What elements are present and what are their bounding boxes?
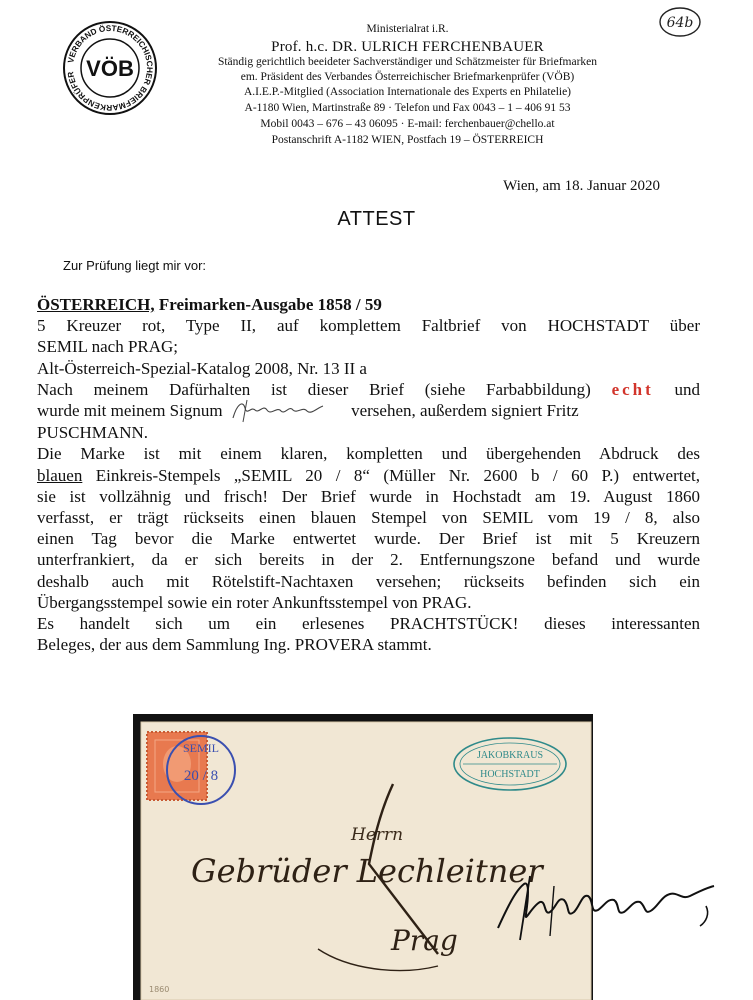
line5-post: versehen, außerdem signiert Fritz bbox=[351, 401, 579, 421]
document-title: ATTEST bbox=[337, 208, 416, 230]
pencil-note: 1860 bbox=[149, 985, 170, 994]
body-line-10: verfasst, er trägt rückseits einen blauen Stempel von SEMIL vom 19 / 8, also bbox=[37, 507, 700, 527]
body-line-6: PUSCHMANN. bbox=[37, 423, 148, 443]
page-number: 64b bbox=[666, 15, 694, 31]
intro-text: Zur Prüfung liegt mir vor: bbox=[63, 258, 207, 273]
header-line-6: A-1180 Wien, Martinstraße 89 · Telefon und Fax 0043 – 1 – 406 91 53 bbox=[244, 102, 571, 114]
line5-pre: wurde mit meinem Signum bbox=[37, 401, 223, 421]
line8-rest: Einkreis-Stempels „SEMIL 20 / 8“ (Müller Nr. 2600 b / 60 P.) entwertet, bbox=[82, 465, 700, 485]
examiner-signature bbox=[484, 866, 724, 946]
line4-post: und bbox=[653, 379, 701, 399]
seal-center-text: VÖB bbox=[86, 56, 134, 81]
postmark-date: 20 / 8 bbox=[183, 768, 219, 784]
body-line-4 bbox=[37, 379, 700, 400]
header-line-4: em. Präsident des Verbandes Österreichischer Briefmarkenprüfer (VÖB) bbox=[240, 71, 575, 83]
body-line-1: 5 Kreuzer rot, Type II, auf komplettem Faltbrief von HOCHSTADT über bbox=[37, 316, 700, 336]
cachet-top-text: JAKOBKRAUS bbox=[476, 750, 544, 761]
body-line-5 bbox=[37, 400, 700, 422]
header-line-5: A.I.E.P.-Mitglied (Association Internationale des Experts en Philatelie) bbox=[243, 86, 572, 98]
header-line-8: Postanschrift A-1182 WIEN, Postfach 19 – ÖSTERREICH bbox=[271, 134, 544, 146]
header-line-1: Ministerialrat i.R. bbox=[366, 23, 449, 35]
body-line-13: deshalb auch mit Rötelstift-Nachtaxen versehen; rückseits befinden sich ein bbox=[37, 571, 700, 591]
address-name: Gebrüder Lechleitner bbox=[191, 852, 543, 890]
body-line-15: Es handelt sich um ein erlesenes PRACHTSTÜCK! dieses interessanten bbox=[37, 613, 700, 633]
body-line-12: unterfrankiert, da er sich bereits in der 2. Entfernungszone befand und wurde bbox=[37, 550, 700, 570]
body-line-2: SEMIL nach PRAG; bbox=[37, 337, 179, 357]
heading-rest: Freimarken-Ausgabe 1858 / 59 bbox=[154, 295, 382, 314]
header-line-3: Ständig gerichtlich beeideter Sachverständiger und Schätzmeister für Briefmarken bbox=[217, 56, 598, 68]
header-name: Prof. h.c. DR. ULRICH FERCHENBAUER bbox=[271, 39, 544, 55]
echt-word: echt bbox=[611, 379, 654, 399]
body-line-11: einen Tag bevor die Marke entwertet wurde. Der Brief ist mit 5 Kreuzern bbox=[37, 529, 700, 549]
document-date: Wien, am 18. Januar 2020 bbox=[503, 178, 660, 194]
cover-photo bbox=[133, 714, 593, 1000]
address-herrn: Herrn bbox=[351, 825, 404, 845]
cachet-bottom-text: HOCHSTADT bbox=[480, 769, 540, 780]
body-line-7: Die Marke ist mit einem klaren, kompletten und übergehenden Abdruck des bbox=[37, 444, 700, 464]
body-line-8 bbox=[37, 465, 700, 486]
postmark-place: SEMIL bbox=[183, 741, 219, 755]
body-line-14: Übergangsstempel sowie ein roter Ankunftsstempel von PRAG. bbox=[37, 592, 472, 612]
heading-country: ÖSTERREICH, bbox=[37, 295, 155, 314]
address-city: Prag bbox=[391, 924, 458, 957]
attest-body bbox=[37, 294, 700, 655]
inline-signum bbox=[227, 402, 347, 422]
header-line-7: Mobil 0043 – 676 – 43 06095 · E-mail: ferchenbauer@chello.at bbox=[260, 118, 555, 130]
page-number-mark bbox=[658, 6, 702, 38]
seal-ring-text: VERBAND ÖSTERREICHISCHER BRIEFMARKENPRÜFER bbox=[66, 23, 155, 113]
voeb-seal bbox=[62, 20, 158, 116]
body-line-3: Alt-Österreich-Spezial-Katalog 2008, Nr. 13 II a bbox=[37, 358, 367, 378]
body-line-9: sie ist vollzähnig und frisch! Der Brief wurde in Hochstadt am 19. August 1860 bbox=[37, 486, 700, 506]
body-heading bbox=[37, 294, 700, 315]
body-line-16: Beleges, der aus dem Sammlung Ing. PROVERA stammt. bbox=[37, 635, 432, 655]
line4-pre: Nach meinem Dafürhalten ist dieser Brief (siehe Farbabbildung) bbox=[37, 379, 612, 399]
blauen-word: blauen bbox=[37, 465, 83, 485]
